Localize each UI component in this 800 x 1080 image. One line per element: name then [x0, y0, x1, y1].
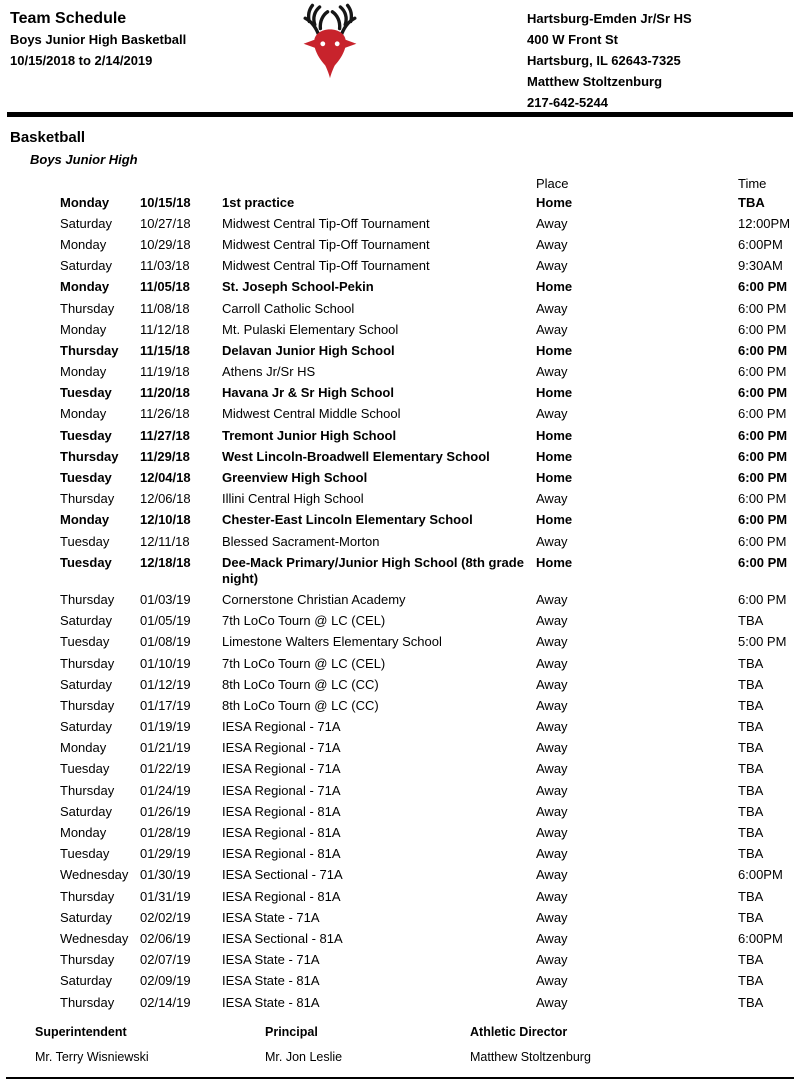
cell-day: Thursday [60, 448, 119, 464]
cell-day: Saturday [60, 803, 113, 819]
cell-place: Away [536, 803, 568, 819]
cell-date: 01/22/19 [140, 761, 191, 777]
cell-time: TBA [738, 719, 764, 735]
cell-day: Tuesday [60, 385, 112, 401]
cell-date: 11/19/18 [140, 364, 190, 380]
cell-place: Home [536, 470, 573, 486]
cell-date: 02/09/19 [140, 973, 191, 989]
cell-day: Monday [60, 194, 110, 210]
cell-date: 11/27/18 [140, 427, 190, 443]
school-name: Hartsburg-Emden Jr/Sr HS [527, 11, 692, 26]
cell-place: Home [536, 554, 573, 570]
page-footer [0, 1025, 800, 1080]
schedule-row [60, 738, 800, 759]
cell-day: Wednesday [60, 930, 129, 946]
footer-title: Principal [265, 1025, 318, 1039]
schedule-row [60, 298, 800, 319]
schedule-row [60, 653, 800, 674]
schedule-row [60, 404, 800, 425]
cell-event: IESA Sectional - 71A [222, 867, 343, 883]
cell-place: Away [536, 676, 568, 692]
cell-time: TBA [738, 803, 764, 819]
cell-place: Home [536, 194, 573, 210]
cell-place: Home [536, 512, 573, 528]
cell-date: 10/15/18 [140, 194, 191, 210]
cell-place: Away [536, 719, 568, 735]
cell-place: Away [536, 846, 568, 862]
cell-time: TBA [738, 782, 764, 798]
cell-time: 6:00 PM [738, 448, 788, 464]
schedule-row [60, 510, 800, 531]
cell-place: Away [536, 533, 568, 549]
cell-time: 6:00 PM [738, 427, 788, 443]
schedule-row [60, 425, 800, 446]
schedule-rows [60, 192, 800, 1013]
cell-event: Carroll Catholic School [222, 300, 355, 316]
schedule-table [60, 177, 800, 1013]
cell-place: Away [536, 655, 568, 671]
schedule-row [60, 234, 800, 255]
cell-event: IESA Regional - 81A [222, 846, 341, 862]
cell-day: Thursday [60, 952, 115, 968]
cell-event: 8th LoCo Tourn @ LC (CC) [222, 697, 379, 713]
cell-date: 01/21/19 [140, 740, 191, 756]
schedule-row [60, 928, 800, 949]
cell-time: 6:00 PM [738, 385, 788, 401]
schedule-row [60, 531, 800, 552]
footer-title: Athletic Director [470, 1025, 568, 1039]
cell-date: 11/20/18 [140, 385, 190, 401]
cell-date: 02/14/19 [140, 994, 191, 1010]
schedule-row [60, 950, 800, 971]
cell-time: 6:00 PM [738, 342, 788, 358]
cell-date: 01/28/19 [140, 825, 191, 841]
schedule-row [60, 886, 800, 907]
cell-date: 01/31/19 [140, 888, 191, 904]
cell-time: 5:00 PM [738, 634, 787, 650]
cell-place: Away [536, 697, 568, 713]
schedule-row [60, 780, 800, 801]
cell-time: TBA [738, 697, 764, 713]
cell-time: 6:00 PM [738, 554, 788, 570]
cell-time: TBA [738, 740, 764, 756]
cell-date: 01/26/19 [140, 803, 191, 819]
schedule-row [60, 256, 800, 277]
cell-time: 6:00 PM [738, 591, 787, 607]
schedule-row [60, 277, 800, 298]
cell-day: Tuesday [60, 470, 112, 486]
cell-time: TBA [738, 909, 764, 925]
schedule-row [60, 907, 800, 928]
cell-date: 01/17/19 [140, 697, 191, 713]
sport-heading: Basketball [10, 129, 86, 146]
cell-time: TBA [738, 194, 765, 210]
cell-place: Away [536, 994, 568, 1010]
cell-date: 01/12/19 [140, 676, 191, 692]
schedule-row [60, 822, 800, 843]
cell-date: 11/29/18 [140, 448, 190, 464]
cell-place: Away [536, 740, 568, 756]
cell-place: Away [536, 782, 568, 798]
schedule-row [60, 759, 800, 780]
cell-event: Midwest Central Tip-Off Tournament [222, 236, 430, 252]
report-title-block [10, 8, 186, 71]
cell-place: Away [536, 321, 568, 337]
cell-day: Thursday [60, 697, 115, 713]
cell-place: Away [536, 364, 568, 380]
cell-date: 10/27/18 [140, 215, 191, 231]
cell-date: 01/10/19 [140, 655, 191, 671]
cell-day: Thursday [60, 782, 115, 798]
cell-place: Away [536, 300, 568, 316]
schedule-row [60, 192, 800, 213]
schedule-row [60, 695, 800, 716]
cell-event: Delavan Junior High School [222, 342, 395, 358]
footer-principal [265, 1025, 470, 1064]
cell-date: 12/04/18 [140, 470, 191, 486]
cell-date: 02/07/19 [140, 952, 191, 968]
cell-day: Wednesday [60, 867, 129, 883]
cell-event: Midwest Central Tip-Off Tournament [222, 215, 430, 231]
cell-day: Thursday [60, 994, 115, 1010]
cell-time: 6:00 PM [738, 470, 788, 486]
cell-day: Tuesday [60, 846, 110, 862]
cell-day: Tuesday [60, 761, 110, 777]
cell-time: TBA [738, 952, 764, 968]
cell-day: Saturday [60, 676, 113, 692]
cell-time: 12:00PM [738, 215, 791, 231]
cell-event: Midwest Central Middle School [222, 406, 401, 422]
cell-date: 10/29/18 [140, 236, 191, 252]
schedule-row [60, 844, 800, 865]
cell-event: Havana Jr & Sr High School [222, 385, 394, 401]
cell-time: 6:00PM [738, 236, 783, 252]
cell-time: 6:00 PM [738, 321, 787, 337]
footer-contacts [0, 1025, 800, 1064]
footer-divider [6, 1077, 794, 1079]
school-contact-block [527, 8, 692, 113]
cell-date: 01/29/19 [140, 846, 191, 862]
cell-time: TBA [738, 825, 764, 841]
cell-event: Dee-Mack Primary/Junior High School (8th grade night) [222, 554, 524, 586]
cell-time: 6:00 PM [738, 491, 787, 507]
cell-day: Monday [60, 279, 110, 295]
cell-time: 6:00 PM [738, 406, 787, 422]
page-header [0, 0, 800, 112]
cell-day: Monday [60, 236, 107, 252]
cell-date: 12/10/18 [140, 512, 191, 528]
schedule-row [60, 552, 800, 589]
cell-place: Home [536, 448, 573, 464]
cell-event: St. Joseph School-Pekin [222, 279, 374, 295]
cell-event: Blessed Sacrament-Morton [222, 533, 380, 549]
cell-place: Away [536, 236, 568, 252]
cell-time: TBA [738, 761, 764, 777]
cell-time: TBA [738, 846, 764, 862]
contact-name: Matthew Stoltzenburg [527, 74, 663, 89]
cell-event: IESA Regional - 81A [222, 803, 341, 819]
footer-name: Matthew Stoltzenburg [470, 1050, 591, 1064]
schedule-row [60, 717, 800, 738]
cell-date: 11/03/18 [140, 258, 190, 274]
cell-day: Saturday [60, 215, 113, 231]
cell-day: Monday [60, 321, 107, 337]
cell-date: 02/02/19 [140, 909, 191, 925]
cell-date: 01/08/19 [140, 634, 191, 650]
cell-day: Saturday [60, 973, 113, 989]
schedule-row [60, 340, 800, 361]
cell-place: Away [536, 258, 568, 274]
cell-event: IESA Sectional - 81A [222, 930, 343, 946]
cell-event: Cornerstone Christian Academy [222, 591, 406, 607]
cell-event: 7th LoCo Tourn @ LC (CEL) [222, 655, 386, 671]
schedule-row [60, 362, 800, 383]
cell-date: 12/18/18 [140, 554, 191, 570]
cell-place: Away [536, 909, 568, 925]
cell-event: IESA Regional - 71A [222, 719, 341, 735]
team-subtitle: Boys Junior High Basketball [10, 32, 187, 47]
cell-event: 1st practice [222, 194, 295, 210]
cell-event: IESA State - 71A [222, 952, 320, 968]
schedule-row [60, 446, 800, 467]
schedule-row [60, 674, 800, 695]
cell-place: Away [536, 825, 568, 841]
cell-date: 11/26/18 [140, 406, 190, 422]
schedule-row [60, 865, 800, 886]
cell-place: Away [536, 491, 568, 507]
cell-time: 6:00 PM [738, 279, 788, 295]
cell-event: IESA Regional - 71A [222, 782, 341, 798]
school-address-city: Hartsburg, IL 62643-7325 [527, 53, 681, 68]
schedule-row [60, 992, 800, 1013]
cell-time: 9:30AM [738, 258, 783, 274]
cell-date: 01/30/19 [140, 867, 191, 883]
schedule-row [60, 632, 800, 653]
cell-place: Away [536, 867, 568, 883]
cell-place: Away [536, 973, 568, 989]
cell-place: Home [536, 385, 573, 401]
cell-day: Saturday [60, 258, 113, 274]
cell-date: 01/05/19 [140, 613, 191, 629]
cell-place: Home [536, 427, 573, 443]
table-header-row [60, 177, 800, 192]
cell-time: TBA [738, 888, 764, 904]
stag-head-icon [290, 2, 370, 80]
cell-day: Monday [60, 825, 107, 841]
cell-date: 01/24/19 [140, 782, 191, 798]
schedule-row [60, 213, 800, 234]
cell-time: 6:00 PM [738, 364, 787, 380]
schedule-row [60, 467, 800, 488]
cell-event: IESA State - 71A [222, 909, 320, 925]
cell-event: Midwest Central Tip-Off Tournament [222, 258, 430, 274]
cell-time: TBA [738, 655, 764, 671]
cell-time: 6:00PM [738, 867, 783, 883]
cell-day: Saturday [60, 719, 113, 735]
cell-event: IESA Regional - 71A [222, 761, 341, 777]
cell-time: 6:00 PM [738, 533, 787, 549]
schedule-row [60, 611, 800, 632]
cell-event: 7th LoCo Tourn @ LC (CEL) [222, 613, 386, 629]
cell-time: TBA [738, 613, 764, 629]
place-column-header: Place [536, 176, 569, 191]
cell-place: Away [536, 930, 568, 946]
cell-date: 11/08/18 [140, 300, 190, 316]
cell-event: Mt. Pulaski Elementary School [222, 321, 399, 337]
cell-day: Thursday [60, 300, 115, 316]
cell-event: Limestone Walters Elementary School [222, 634, 442, 650]
time-column-header: Time [738, 176, 767, 191]
cell-time: 6:00 PM [738, 512, 788, 528]
footer-name: Mr. Jon Leslie [265, 1050, 343, 1064]
cell-day: Monday [60, 406, 107, 422]
cell-time: TBA [738, 676, 764, 692]
cell-place: Away [536, 952, 568, 968]
cell-day: Thursday [60, 888, 115, 904]
cell-event: IESA State - 81A [222, 994, 320, 1010]
cell-place: Away [536, 634, 568, 650]
cell-date: 12/11/18 [140, 533, 190, 549]
cell-day: Thursday [60, 655, 115, 671]
cell-event: IESA State - 81A [222, 973, 320, 989]
cell-time: TBA [738, 973, 764, 989]
cell-time: 6:00 PM [738, 300, 787, 316]
footer-name: Mr. Terry Wisniewski [35, 1050, 149, 1064]
cell-date: 01/03/19 [140, 591, 191, 607]
page-title: Team Schedule [10, 10, 127, 27]
cell-event: 8th LoCo Tourn @ LC (CC) [222, 676, 379, 692]
cell-day: Tuesday [60, 554, 112, 570]
cell-place: Away [536, 591, 568, 607]
cell-place: Away [536, 888, 568, 904]
schedule-row [60, 383, 800, 404]
cell-event: Greenview High School [222, 470, 368, 486]
cell-date: 01/19/19 [140, 719, 191, 735]
cell-event: IESA Regional - 81A [222, 888, 341, 904]
schedule-row [60, 801, 800, 822]
schedule-row [60, 319, 800, 340]
cell-day: Saturday [60, 613, 113, 629]
team-heading: Boys Junior High [30, 152, 138, 167]
footer-superintendent [35, 1025, 265, 1064]
cell-date: 11/15/18 [140, 342, 190, 358]
cell-place: Away [536, 613, 568, 629]
cell-day: Thursday [60, 491, 115, 507]
footer-athletic-director [470, 1025, 800, 1064]
cell-place: Home [536, 342, 573, 358]
cell-day: Tuesday [60, 427, 112, 443]
cell-place: Away [536, 215, 568, 231]
cell-event: IESA Regional - 71A [222, 740, 341, 756]
cell-day: Thursday [60, 591, 115, 607]
cell-day: Saturday [60, 909, 113, 925]
cell-day: Thursday [60, 342, 119, 358]
schedule-row [60, 489, 800, 510]
cell-event: West Lincoln-Broadwell Elementary School [222, 448, 490, 464]
cell-time: 6:00PM [738, 930, 783, 946]
footer-title: Superintendent [35, 1025, 127, 1039]
cell-day: Monday [60, 364, 107, 380]
cell-event: Athens Jr/Sr HS [222, 364, 316, 380]
cell-day: Monday [60, 512, 110, 528]
school-address-street: 400 W Front St [527, 32, 619, 47]
cell-event: Tremont Junior High School [222, 427, 397, 443]
cell-day: Tuesday [60, 634, 110, 650]
cell-date: 12/06/18 [140, 491, 191, 507]
cell-day: Monday [60, 740, 107, 756]
cell-place: Away [536, 761, 568, 777]
cell-date: 11/05/18 [140, 279, 190, 295]
schedule-row [60, 589, 800, 610]
cell-event: Illini Central High School [222, 491, 364, 507]
cell-place: Home [536, 279, 573, 295]
cell-event: Chester-East Lincoln Elementary School [222, 512, 473, 528]
cell-date: 11/12/18 [140, 321, 190, 337]
cell-event: IESA Regional - 81A [222, 825, 341, 841]
cell-time: TBA [738, 994, 764, 1010]
schedule-row [60, 971, 800, 992]
cell-date: 02/06/19 [140, 930, 191, 946]
cell-day: Tuesday [60, 533, 110, 549]
date-range: 10/15/2018 to 2/14/2019 [10, 53, 153, 68]
contact-phone: 217-642-5244 [527, 95, 608, 110]
cell-place: Away [536, 406, 568, 422]
